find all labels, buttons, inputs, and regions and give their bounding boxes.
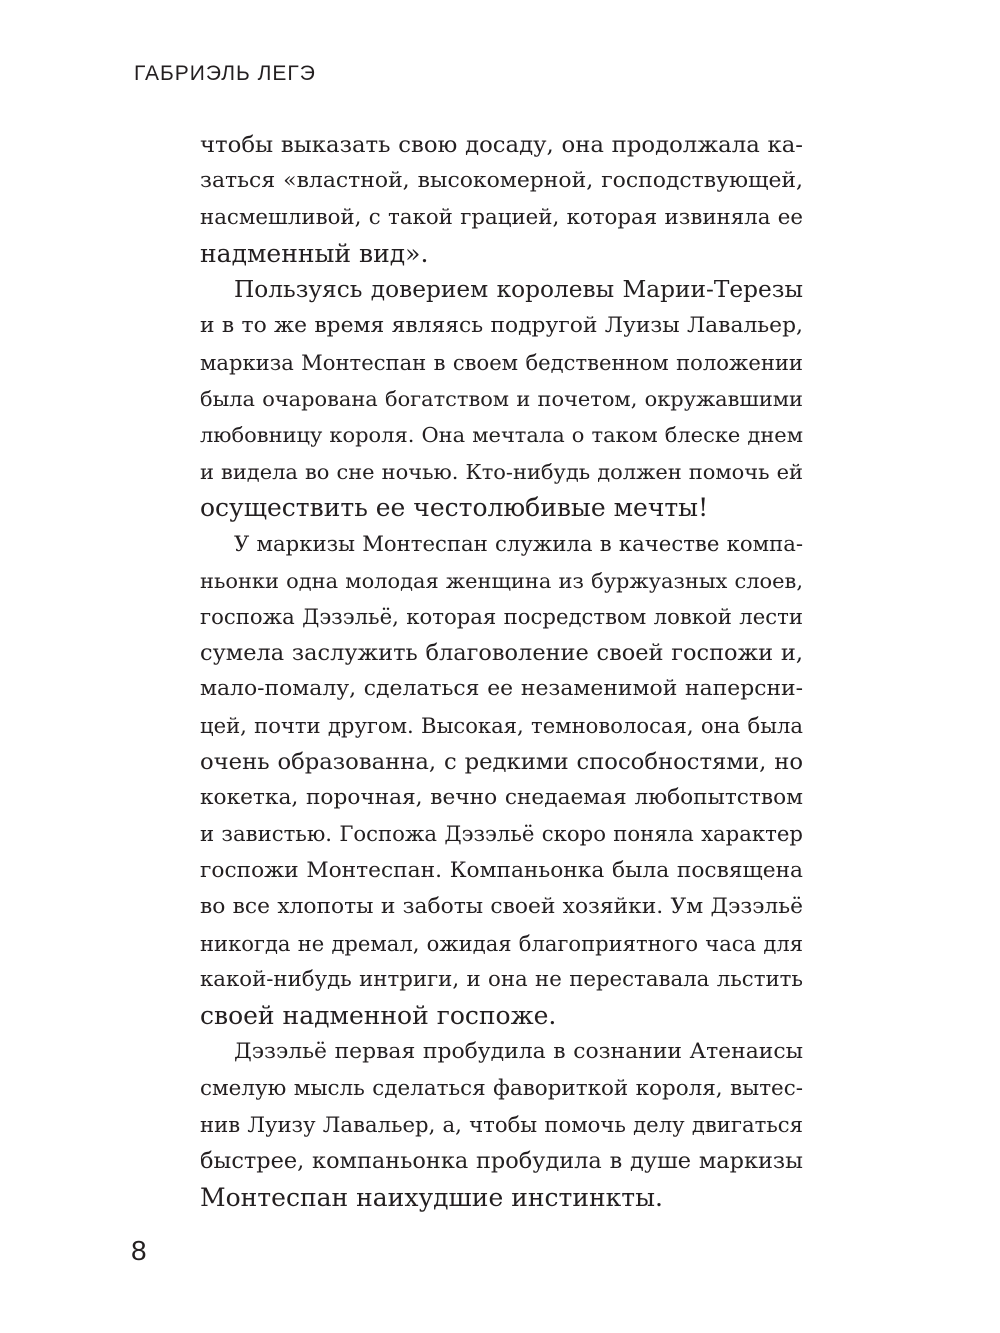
text-line: насмешливой, с такой грацией, которая извиняла ее xyxy=(200,204,803,230)
text-line: нив Луизу Лавальер, а, чтобы помочь делу двигаться xyxy=(200,1112,803,1138)
text-line: смелую мысль сделаться фавориткой короля, вытес- xyxy=(200,1075,803,1101)
text-line: никогда не дремал, ожидая благоприятного часа для xyxy=(200,930,803,956)
text-line: своей надменной госпоже. xyxy=(200,1001,557,1031)
text-line: любовницу короля. Она мечтала о таком блеске днем xyxy=(200,423,803,448)
text-line: во все хлопоты и заботы своей хозяйки. Ум Дэзэльё xyxy=(200,894,803,920)
text-line: и завистью. Госпожа Дэзэльё скоро поняла характер xyxy=(200,821,803,847)
text-line: заться «властной, высокомерной, господствующей, xyxy=(200,168,803,194)
page-number: 8 xyxy=(131,1235,147,1266)
text-line: госпожи Монтеспан. Компаньонка была посвящена xyxy=(200,857,803,883)
running-head-author: ГАБРИЭЛЬ ЛЕГЭ xyxy=(134,62,316,85)
text-line: цей, почти другом. Высокая, темноволосая, она была xyxy=(200,712,803,738)
text-line: кокетка, порочная, вечно снедаемая любопытством xyxy=(200,785,803,811)
text-line: Пользуясь доверием королевы Марии-Терезы xyxy=(234,276,803,304)
text-line: очень образованна, с редкими способностями, но xyxy=(200,749,803,776)
text-line: У маркизы Монтеспан служила в качестве компа- xyxy=(234,531,803,557)
text-line: мало-помалу, сделаться ее незаменимой наперсни- xyxy=(200,676,803,702)
text-line: и видела во сне ночью. Кто-нибудь должен помочь ей xyxy=(200,459,803,484)
text-line: быстрее, компаньонка пробудила в душе маркизы xyxy=(200,1148,803,1175)
text-line: маркиза Монтеспан в своем бедственном положении xyxy=(200,349,803,375)
text-line: была очарована богатством и почетом, окружавшими xyxy=(200,387,803,412)
body-text xyxy=(200,127,803,1216)
text-line: надменный вид». xyxy=(200,238,429,268)
text-line: госпожа Дэзэльё, которая посредством ловкой лести xyxy=(200,603,803,629)
text-line: и в то же время являясь подругой Луизы Лавальер, xyxy=(200,313,803,339)
text-line: какой-нибудь интриги, и она не переставала льстить xyxy=(200,966,803,992)
text-line: осуществить ее честолюбивые мечты! xyxy=(200,492,709,522)
text-line: Монтеспан наихудшие инстинкты. xyxy=(200,1182,663,1212)
text-line: чтобы выказать свою досаду, она продолжала ка- xyxy=(200,132,803,158)
text-line: сумела заслужить благоволение своей госпожи и, xyxy=(200,640,803,667)
text-line: Дэзэльё первая пробудила в сознании Атенаисы xyxy=(234,1039,803,1065)
text-line: ньонки одна молодая женщина из буржуазных слоев, xyxy=(200,568,803,593)
